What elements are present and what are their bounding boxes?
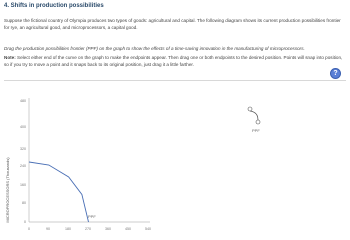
- ppf-graph[interactable]: [0, 80, 350, 231]
- ppf-tool-end-handle[interactable]: [256, 120, 260, 124]
- y-axis-ticks: [20, 99, 26, 224]
- x-tick-label: 270: [85, 227, 91, 231]
- y-tick-label: 320: [20, 147, 26, 151]
- note-paragraph: [4, 54, 346, 68]
- x-tick-label: 540: [145, 227, 151, 231]
- y-tick-label: 240: [20, 164, 26, 168]
- ppf-tool[interactable]: [248, 107, 260, 133]
- ppf-curve[interactable]: [29, 162, 89, 222]
- x-tick-label: 450: [125, 227, 131, 231]
- note-label: Note:: [4, 55, 16, 60]
- page-title: 4. Shifts in production possibilities: [4, 3, 104, 9]
- ppf-tool-label: PPF: [252, 128, 260, 133]
- y-tick-label: 0: [24, 220, 26, 224]
- x-tick-label: 0: [28, 227, 30, 231]
- note-text: Select either end of the curve on the graph to make the endpoints appear. Then drag one or both endpoints to the desired position. Points will snap into position, so if you try to move a point and it snaps back to its original position, just drag it a little farther.: [4, 55, 343, 67]
- ppf-tool-start-handle[interactable]: [248, 107, 252, 111]
- y-axis-label: MICROPROCESSORS (Thousands): [5, 157, 10, 223]
- x-tick-label: 360: [105, 227, 111, 231]
- y-tick-label: 480: [20, 99, 26, 103]
- y-tick-label: 160: [20, 183, 26, 187]
- task-paragraph: Drag the production possibilities frontier (PPF) on the graph to show the effects of a time-saving innovation in the manufacturing of microprocessors.: [4, 46, 305, 51]
- x-axis-ticks: [28, 227, 151, 231]
- y-tick-label: 400: [20, 125, 26, 129]
- y-tick-label: 80: [22, 201, 26, 205]
- intro-paragraph: Suppose the fictional country of Olympia produces two types of goods: agricultural and capital. The following diagram shows its current production possibilities frontier for rye, an agricultural good, and microprocessors, a capital good.: [4, 18, 341, 30]
- x-tick-label: 90: [46, 227, 50, 231]
- ppf-curve-label: PPF: [88, 214, 96, 219]
- x-tick-label: 180: [65, 227, 71, 231]
- ppf-tool-curve-icon: [250, 111, 258, 120]
- help-icon[interactable]: ?: [330, 68, 341, 79]
